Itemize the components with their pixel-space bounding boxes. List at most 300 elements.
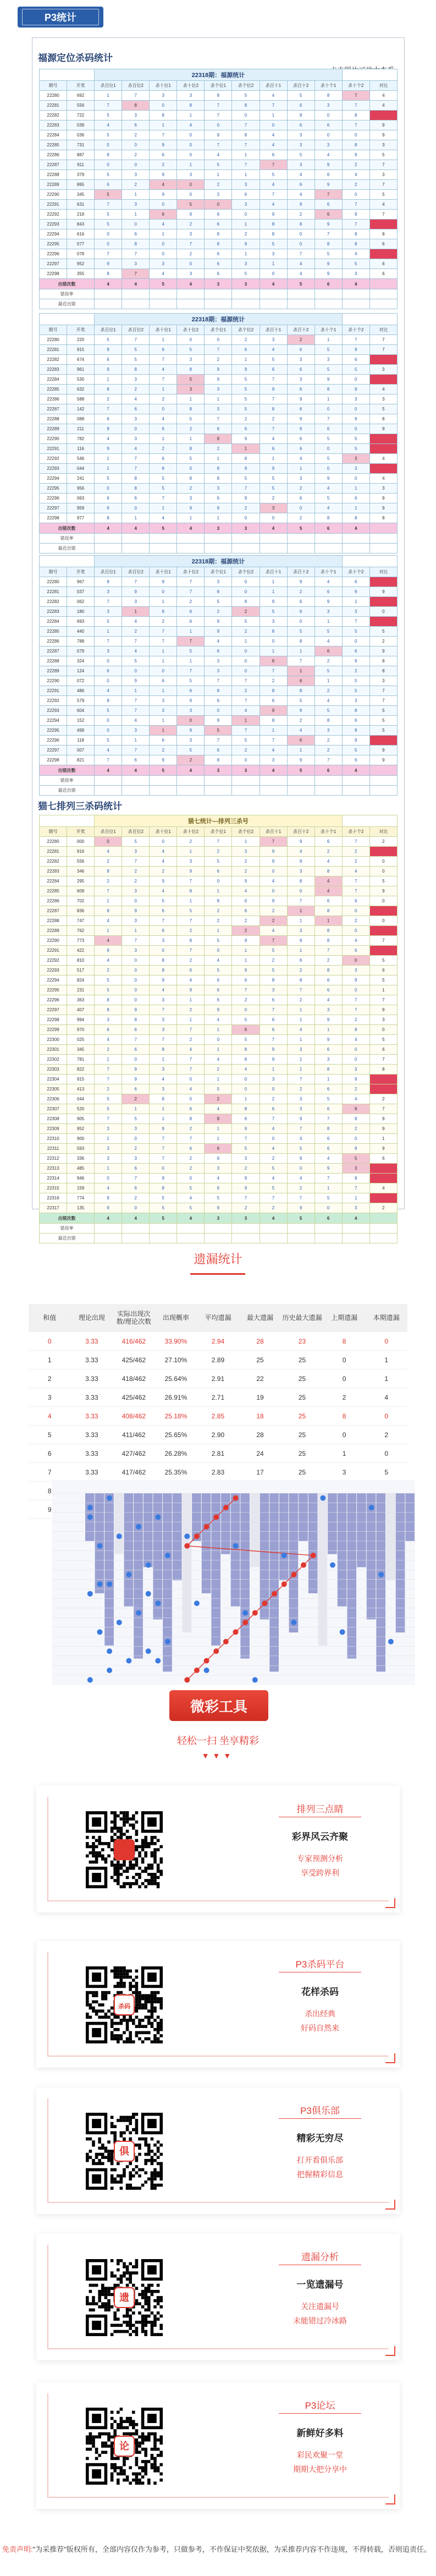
missing-cell: 17 — [239, 1463, 282, 1482]
qr-logo-label: 俱 — [119, 2146, 129, 2157]
trend-point — [184, 1677, 190, 1682]
column-header: 杀百十2 — [287, 567, 314, 577]
trend-point — [291, 1572, 296, 1577]
missing-cell: 8 — [323, 1407, 366, 1426]
trend-point — [194, 1533, 200, 1539]
missing-cell: 23 — [281, 1332, 323, 1351]
table-row: 22280 000 0 5 0 2 7 1 7 9 6 7 2 — [40, 837, 398, 847]
column-header: 杀百位1 — [95, 567, 122, 577]
table-row: 22288 088 6 3 4 5 7 2 2 9 7 9 8 — [40, 414, 398, 424]
missing-cell: 2.89 — [197, 1351, 239, 1369]
missing-cell: 7 — [29, 1463, 71, 1482]
column-header: 杀十位2 — [177, 827, 205, 837]
missing-cell: 3.33 — [71, 1369, 113, 1388]
table-caption: 22318期：福源统计 — [95, 314, 343, 325]
table-row: 22280 967 9 7 9 7 3 0 1 9 4 6 — [40, 577, 398, 587]
table-row: 22282 722 5 3 8 1 7 0 1 8 0 8 — [40, 111, 398, 120]
chart-column — [250, 1493, 260, 1567]
table-row: 22295 499 0 3 1 9 5 7 1 4 3 9 5 — [40, 726, 398, 736]
column-header: 杀十个1 — [314, 81, 342, 91]
chart-column — [279, 1493, 289, 1580]
stat-title-maoqi: 猫七排列三杀码统计 — [38, 801, 122, 812]
card-title: P3论坛 — [305, 2400, 335, 2411]
table-row: 22298 355 8 7 4 3 6 5 0 4 9 3 6 — [40, 269, 398, 279]
missing-cell: 28 — [239, 1426, 282, 1444]
card-desc: 打开看俱乐部 — [297, 2156, 343, 2164]
missing-cell: 5 — [29, 1426, 71, 1444]
chart-column — [240, 1493, 250, 1659]
missing-row — [29, 1407, 407, 1426]
blue-point — [165, 1553, 170, 1558]
table-row: 22297 007 4 7 2 5 6 2 4 1 2 5 9 — [40, 746, 398, 755]
blue-point — [126, 1572, 131, 1577]
card-corner — [385, 1898, 395, 1908]
chart-column — [144, 1493, 153, 1567]
table-row: 22296 118 5 1 6 3 7 5 7 6 2 9 — [40, 736, 398, 746]
missing-cell: 25.64% — [155, 1369, 197, 1388]
trend-point — [204, 1524, 209, 1530]
table-fuyuan-a: 22318期：福源统计 期号 开奖 杀百位1 杀百位2 杀十位1 杀十位2 杀个位1 杀个位2 杀百十1 杀百十2 杀十个1 杀十个2 对比 22280 692 1 7 3 3 8 5 4 5 8 7 4 22281 556 7 8 0 8 7 8 7 6 3 7 4 22282 722 5 3 8 1 7 0 1 8 0 8 22283 039 4 6 1 4 0 7 0 6 6 7 9 22284 036 5 2 7 0 9 8 4 3 0 0 9 22285 731 5 0 9 0 7 7 4 3 3 8 3 22286 887 8 2 6 0 4 1 6 5 4 9 5 22287 911 0 0 2 1 5 7 7 3 9 2 7 22288 379 5 3 9 3 1 1 5 4 6 4 3 22289 865 6 2 4 0 2 3 4 6 9 2 7 22290 345 5 1 9 0 3 6 7 4 7 0 5 22291 631 7 3 0 5 0 3 4 9 6 7 4 22292 218 5 1 6 9 6 0 9 2 6 9 7 22293 843 5 0 4 2 6 1 8 8 9 7 22294 616 0 6 1 3 8 2 8 0 7 8 8 22295 077 0 8 0 7 8 9 5 0 8 8 6 22296 078 7 7 0 2 6 1 3 7 5 4 22297 952 9 3 3 0 6 3 1 4 9 5 6 22298 355 8 7 4 3 6 5 0 4 9 3 6 出错次数 4 4 5 4 3 3 4 5 6 4 错误率 最近出错 — [39, 69, 398, 309]
column-header: 杀个位2 — [232, 81, 260, 91]
chart-column — [173, 1493, 182, 1580]
table-row: 22304 915 7 9 4 0 1 0 3 7 1 9 — [40, 1075, 398, 1084]
card-divider — [279, 2413, 361, 2414]
missing-cell: 9 — [29, 1500, 71, 1519]
blue-point — [291, 1620, 296, 1625]
missing-cell: 0 — [365, 1332, 407, 1351]
card-head: 花样杀码 — [301, 1987, 339, 1997]
table-fuyuan-b: 22318期：福源统计 期号 开奖 杀百位1 杀百位2 杀十位1 杀十位2 杀个位1 杀个位2 杀百十1 杀百十2 杀十个1 杀十个2 对比 22280 220 5 7 1 0 0 2 3 2 1 7 7 22281 915 9 5 6 5 7 6 4 6 5 9 7 22282 674 6 5 7 3 2 1 5 3 3 6 22283 961 9 8 4 8 9 9 6 6 5 5 3 22284 530 1 3 7 5 9 5 7 3 9 0 22285 632 8 2 1 3 3 5 9 6 8 9 4 22286 588 2 4 2 1 1 5 7 9 1 3 3 22287 142 7 6 0 8 3 5 8 6 0 0 5 22288 088 6 3 4 5 7 2 2 9 7 9 8 22289 211 9 0 6 2 6 6 7 9 6 0 9 22290 782 4 3 1 1 8 9 4 6 5 5 22291 116 9 4 2 8 2 1 6 6 0 5 22292 546 1 7 6 5 1 8 1 4 5 3 4 22293 044 1 7 8 0 8 9 9 1 0 3 22294 241 5 8 5 8 8 5 5 3 9 0 4 22295 956 0 8 5 2 3 7 5 2 4 1 3 22296 063 6 6 7 3 6 9 2 6 5 6 9 22297 959 6 0 1 9 9 2 3 0 4 1 9 22298 977 8 1 4 1 1 0 0 2 8 8 8 出错次数 4 4 5 4 3 3 4 5 6 4 错误率 最近出错 — [39, 313, 398, 553]
table-row: 22288 324 0 5 1 1 3 0 6 7 2 9 8 — [40, 656, 398, 666]
missing-cell: 2.71 — [197, 1388, 239, 1407]
missing-cell: 416/462 — [113, 1332, 155, 1351]
missing-row — [29, 1463, 407, 1482]
column-header: 杀百位2 — [122, 325, 150, 335]
column-header: 杀个位1 — [205, 325, 232, 335]
table-fuyuan-c: 22318期：福源统计 期号 开奖 杀百位1 杀百位2 杀十位1 杀十位2 杀个位1 杀个位2 杀百十1 杀百十2 杀十个1 杀十个2 对比 22280 967 9 7 9 7 3 0 1 9 4 6 22281 037 3 9 0 7 8 0 1 2 6 9 9 22282 062 7 3 1 2 5 8 9 6 9 1 22283 180 3 1 8 6 2 2 5 6 3 3 0 22284 693 5 4 2 6 9 5 3 0 1 7 22285 440 1 2 7 1 9 2 8 5 5 5 5 22286 788 7 7 7 7 4 1 0 8 4 0 2 22287 079 3 4 1 5 6 0 1 1 6 6 9 22288 324 0 5 1 1 3 0 6 7 2 9 8 22289 124 6 0 0 7 3 0 7 1 5 2 8 22290 072 0 9 6 5 7 7 2 6 1 5 3 22291 486 4 1 1 6 8 2 8 8 2 5 7 22292 579 8 7 3 9 6 7 6 5 4 3 7 22293 604 5 7 3 3 0 4 9 9 5 8 5 22294 152 0 4 1 0 9 1 8 2 8 6 5 22295 499 0 3 1 9 5 7 1 4 3 9 5 22296 118 5 1 6 3 7 5 7 6 2 9 22297 007 4 7 2 5 6 2 4 1 2 5 9 22298 821 7 6 9 2 8 0 3 9 7 6 9 出错次数 4 4 5 4 3 3 4 5 6 4 错误率 最近出错 — [39, 555, 398, 796]
table-row: 22313 485 1 6 0 2 3 2 5 0 9 3 — [40, 1164, 398, 1174]
missing-title: 遗漏统计 — [194, 1252, 242, 1266]
column-header: 杀个位2 — [232, 325, 260, 335]
card-title: 遗漏分析 — [301, 2252, 339, 2262]
qr-code-icon[interactable] — [86, 1811, 163, 1888]
table-row: 22298 994 3 8 3 1 4 5 6 1 9 2 3 — [40, 1015, 398, 1025]
trend-point — [272, 1591, 277, 1597]
chart-column — [182, 1493, 191, 1632]
table-row: 22311 593 3 2 7 6 6 5 4 5 6 9 9 — [40, 1144, 398, 1154]
table-row: 22292 579 8 7 3 9 6 7 6 5 4 3 7 — [40, 696, 398, 706]
chart-column — [386, 1493, 395, 1580]
missing-cell: 25 — [239, 1351, 282, 1369]
column-header: 杀百十1 — [260, 325, 287, 335]
table-caption: 22318期：福源统计 — [95, 556, 343, 567]
missing-cell: 2 — [29, 1369, 71, 1388]
table-row: 22306 044 5 2 8 0 2 1 2 3 5 4 2 — [40, 1094, 398, 1104]
column-header: 开奖 — [67, 567, 95, 577]
missing-cell: 3 — [323, 1463, 366, 1482]
table-row: 22293 843 5 0 4 2 6 1 8 8 9 7 — [40, 220, 398, 229]
missing-cell: 0 — [365, 1407, 407, 1426]
column-header: 杀十个1 — [314, 827, 342, 837]
missing-cell: 19 — [239, 1388, 282, 1407]
missing-cell: 1 — [365, 1351, 407, 1369]
chart-column — [124, 1493, 134, 1607]
table-row: 22287 836 8 9 6 5 2 6 2 1 8 0 — [40, 906, 398, 916]
trend-point — [223, 1639, 229, 1645]
table-maoqi: 猫七统计—排列三杀号 期号 开奖 杀百位1 杀百位2 杀十位1 杀十位2 杀个位1 杀个位2 杀百十1 杀百十2 杀十个1 杀十个2 对比 22280 000 0 5 0 2 7 1 7 9 6 7 2 22281 916 4 3 4 1 2 3 9 4 2 2 22282 556 2 7 4 3 5 2 9 9 4 2 0 22283 346 8 2 2 9 6 2 0 3 8 4 0 22284 295 2 2 9 7 0 9 4 8 4 7 5 22285 609 7 3 4 8 1 4 0 0 4 7 9 22286 702 1 0 5 1 8 0 9 7 6 6 0 22287 836 8 9 6 5 2 6 2 1 8 0 22288 747 4 3 7 7 2 2 2 1 1 2 0 22289 762 1 1 6 2 1 2 4 3 8 0 22290 773 4 7 3 8 5 9 7 9 8 4 7 22291 422 9 3 0 7 0 1 5 1 7 6 22292 810 4 0 8 2 4 1 2 6 2 0 5 22293 517 2 0 8 6 5 9 5 2 8 3 6 22294 824 5 0 9 4 6 6 8 8 6 9 5 22295 231 5 0 4 9 6 7 3 7 6 0 1 22296 363 8 0 3 1 6 2 6 2 4 7 7 22297 407 8 9 7 2 9 0 7 1 3 7 9 22298 994 3 8 3 1 4 5 6 1 9 2 3 22299 970 6 6 3 7 1 6 6 4 1 8 0 22300 025 4 7 7 2 0 5 7 1 9 4 5 22301 345 2 6 8 4 1 8 9 3 6 0 6 22302 781 1 0 1 7 4 8 9 1 3 0 7 22303 822 7 9 3 7 2 4 1 1 8 3 8 22304 915 7 9 4 0 1 0 3 7 1 9 22305 413 2 6 3 4 5 0 0 2 6 2 22306 044 5 2 8 0 2 1 2 3 5 4 2 22307 520 5 1 1 6 4 8 6 3 6 8 7 22308 905 7 5 1 8 8 6 7 9 7 8 9 22309 952 3 3 9 2 1 9 4 7 8 2 9 22310 900 1 0 7 7 1 7 0 4 6 0 1 22311 593 3 2 7 6 6 5 4 5 6 9 9 22312 336 3 3 7 2 9 3 2 9 4 5 6 22313 485 1 6 0 2 3 2 5 0 9 3 22314 946 0 7 9 0 4 9 4 4 7 8 22315 159 4 6 8 5 6 9 5 2 1 7 4 22316 774 9 2 5 4 5 7 7 7 5 1 22317 135 9 0 5 5 9 2 2 9 0 3 2 出错次数 4 4 5 4 3 3 4 5 6 4 错误率 最近出错 — [39, 815, 398, 1243]
table-row: 22291 422 9 3 0 7 0 1 5 1 7 6 — [40, 946, 398, 956]
blue-point — [136, 1524, 141, 1530]
table-row: 22284 036 5 2 7 0 9 8 4 3 0 0 9 — [40, 130, 398, 140]
missing-row — [29, 1444, 407, 1463]
tools-arrows: ▼▼▼ — [201, 1751, 235, 1760]
trend-point — [301, 1563, 306, 1568]
table-row: 22291 486 4 1 1 6 8 2 8 8 2 5 7 — [40, 686, 398, 696]
table-row: 22314 946 0 7 9 0 4 9 4 4 7 8 — [40, 1174, 398, 1183]
chart-column — [221, 1493, 230, 1554]
missing-cell: 3.33 — [71, 1407, 113, 1426]
missing-cell: 1 — [29, 1351, 71, 1369]
table-row: 22301 345 2 6 8 4 1 8 9 3 6 0 6 — [40, 1045, 398, 1055]
blue-point — [107, 1495, 112, 1501]
missing-cell: 2 — [365, 1426, 407, 1444]
table-caption: 猫七统计—排列三杀号 — [95, 815, 343, 827]
table-row: 22292 810 4 0 8 2 4 1 2 6 2 0 5 — [40, 956, 398, 966]
missing-cell: 411/462 — [113, 1426, 155, 1444]
missing-row — [29, 1351, 407, 1369]
missing-cell: 4 — [365, 1388, 407, 1407]
qr-code-icon[interactable] — [86, 1966, 163, 2043]
table-row: 22299 970 6 6 3 7 1 6 6 4 1 8 0 — [40, 1025, 398, 1035]
table-row: 22315 159 4 6 8 5 6 9 5 2 1 7 4 — [40, 1183, 398, 1193]
table-row: 22284 295 2 2 9 7 0 9 4 8 4 7 5 — [40, 876, 398, 886]
column-header: 杀百十1 — [260, 827, 287, 837]
blue-point — [146, 1563, 151, 1568]
table-row: 22287 079 3 4 1 5 6 0 1 1 6 6 9 — [40, 646, 398, 656]
table-row: 22289 762 1 1 6 2 1 2 4 3 8 0 — [40, 926, 398, 936]
missing-cell: 25 — [281, 1463, 323, 1482]
column-header: 杀百十1 — [260, 81, 287, 91]
chart-column — [114, 1493, 124, 1554]
missing-cell: 25 — [281, 1369, 323, 1388]
column-header: 杀百位2 — [122, 567, 150, 577]
table-row: 22291 631 7 3 0 5 0 3 4 9 6 7 4 — [40, 200, 398, 210]
trend-point — [194, 1668, 200, 1673]
qr-code-icon[interactable] — [86, 2113, 163, 2190]
blue-point — [388, 1639, 394, 1645]
missing-cell: 2.81 — [197, 1444, 239, 1463]
table-row: 22298 821 7 6 9 2 8 0 3 9 7 6 9 — [40, 755, 398, 765]
section-badge: P3统计 — [18, 7, 103, 28]
trend-point — [282, 1581, 287, 1587]
missing-cell: 25 — [281, 1388, 323, 1407]
trend-point — [233, 1629, 239, 1635]
missing-cell: 1 — [365, 1369, 407, 1388]
column-header: 杀十个2 — [342, 567, 369, 577]
blue-point — [369, 1505, 374, 1510]
missing-cell: 22 — [239, 1369, 282, 1388]
missing-cell: 418/462 — [113, 1369, 155, 1388]
missing-cell: 0 — [323, 1426, 366, 1444]
chart-column — [134, 1493, 143, 1659]
card-head: 一览遗漏号 — [296, 2279, 344, 2290]
missing-cell: 0 — [323, 1369, 366, 1388]
missing-row — [29, 1332, 407, 1351]
blue-point — [320, 1495, 325, 1501]
card-divider — [279, 2118, 361, 2119]
chart-column — [163, 1493, 172, 1671]
missing-cell: 0 — [29, 1332, 71, 1351]
missing-cell: 4 — [29, 1407, 71, 1426]
missing-cell: 8 — [29, 1482, 71, 1500]
missing-cell: 6 — [29, 1444, 71, 1463]
table-row: 22284 693 5 4 2 6 9 5 3 0 1 7 — [40, 617, 398, 627]
missing-cell: 25 — [281, 1426, 323, 1444]
blue-point — [107, 1668, 112, 1673]
missing-row — [29, 1388, 407, 1407]
table-row: 22286 788 7 7 7 7 4 1 0 8 4 0 2 — [40, 637, 398, 646]
table-row: 22296 363 8 0 3 1 6 2 6 2 4 7 7 — [40, 995, 398, 1005]
missing-cell: 417/462 — [113, 1463, 155, 1482]
column-header: 杀个位2 — [232, 827, 260, 837]
table-row: 22294 241 5 8 5 8 8 5 5 3 9 0 4 — [40, 474, 398, 484]
missing-cell: 25.18% — [155, 1407, 197, 1426]
table-row: 22302 781 1 0 1 7 4 8 9 1 3 0 7 — [40, 1055, 398, 1065]
chart-column — [357, 1493, 366, 1567]
blue-point — [184, 1533, 190, 1539]
missing-cell: 25.65% — [155, 1426, 197, 1444]
table-row: 22287 911 0 0 2 1 5 7 7 3 9 2 7 — [40, 160, 398, 170]
blue-point — [117, 1533, 122, 1539]
promo-card[interactable] — [36, 2087, 400, 2214]
table-row: 22282 556 2 7 4 3 5 2 9 9 4 2 0 — [40, 857, 398, 867]
column-header: 杀百十2 — [287, 827, 314, 837]
blue-point — [97, 1543, 102, 1549]
missing-cell: 408/462 — [113, 1407, 155, 1426]
table-row: 22290 782 4 3 1 1 8 9 4 6 5 5 — [40, 434, 398, 444]
missing-cell: 0 — [323, 1351, 366, 1369]
blue-point — [87, 1505, 93, 1510]
header-cell: 本期遗漏 — [365, 1304, 407, 1332]
table-row: 22286 702 1 0 5 1 8 0 9 7 6 6 0 — [40, 896, 398, 906]
missing-cell: 27.10% — [155, 1351, 197, 1369]
table-row: 22294 824 5 0 9 4 6 6 8 8 6 9 5 — [40, 975, 398, 985]
trend-point — [213, 1515, 219, 1520]
chart-column — [376, 1493, 385, 1671]
column-header: 开奖 — [67, 325, 95, 335]
qr-logo-label: 杀码 — [118, 2003, 130, 2010]
missing-cell: 425/462 — [113, 1351, 155, 1369]
missing-cell: 28 — [239, 1332, 282, 1351]
missing-cell: 2.85 — [197, 1407, 239, 1426]
card-corner — [385, 2053, 395, 2063]
table-row: 22281 037 3 9 0 7 8 0 1 2 6 9 9 — [40, 587, 398, 597]
column-header: 杀十个2 — [342, 81, 369, 91]
missing-cell: 427/462 — [113, 1444, 155, 1463]
table-row: 22295 956 0 8 5 2 3 7 5 2 4 1 3 — [40, 484, 398, 494]
table-row: 22281 916 4 3 4 1 2 3 9 4 2 2 — [40, 847, 398, 857]
column-header: 杀十位1 — [150, 827, 177, 837]
blue-point — [146, 1648, 151, 1654]
chart-column — [202, 1493, 211, 1593]
chart-column — [299, 1493, 308, 1541]
promo-card[interactable] — [36, 1786, 400, 1912]
table-row: 22305 413 2 6 3 4 5 0 0 2 6 2 — [40, 1084, 398, 1094]
promo-card[interactable] — [36, 1941, 400, 2068]
table-row: 22293 044 1 7 8 0 8 9 9 1 0 3 — [40, 464, 398, 474]
table-row: 22289 865 6 2 4 0 2 3 4 6 9 2 7 — [40, 180, 398, 190]
column-header: 杀十个2 — [342, 325, 369, 335]
blue-point — [97, 1581, 102, 1587]
table-row: 22285 609 7 3 4 8 1 4 0 0 4 7 9 — [40, 886, 398, 896]
table-caption: 22318期：福源统计 — [95, 69, 343, 81]
missing-cell: 1 — [323, 1444, 366, 1463]
card-corner — [385, 2495, 395, 2504]
missing-table-header — [29, 1304, 407, 1332]
card-head: 精彩无穷尽 — [296, 2133, 344, 2144]
table-row: 22285 731 5 0 9 0 7 7 4 3 3 8 3 — [40, 140, 398, 150]
table-row: 22307 520 5 1 1 6 4 8 6 3 6 8 7 — [40, 1104, 398, 1114]
trend-point — [233, 1495, 239, 1501]
table-row: 22303 822 7 9 3 7 2 4 1 1 8 3 8 — [40, 1065, 398, 1075]
chart-column — [328, 1493, 337, 1554]
chart-column — [104, 1493, 114, 1646]
table-row: 22281 556 7 8 0 8 7 8 7 6 3 7 4 — [40, 101, 398, 111]
table-row: 22309 952 3 3 9 2 1 9 4 7 8 2 9 — [40, 1124, 398, 1134]
table-row: 22294 616 0 6 1 3 8 2 8 0 7 8 8 — [40, 229, 398, 239]
missing-cell: 25 — [281, 1407, 323, 1426]
card-head: 彩界风云齐聚 — [292, 1832, 348, 1842]
trend-point — [213, 1648, 219, 1654]
blue-point — [117, 1620, 122, 1625]
missing-cell: 3.33 — [71, 1426, 113, 1444]
chart-column — [338, 1493, 347, 1607]
missing-cell: 3.33 — [71, 1463, 113, 1482]
trend-point — [223, 1505, 229, 1510]
column-header: 杀十个1 — [314, 567, 342, 577]
missing-cell: 3.33 — [71, 1332, 113, 1351]
blue-point — [155, 1601, 161, 1606]
table-row: 22294 152 0 4 1 0 9 1 8 2 8 6 5 — [40, 716, 398, 726]
chart-column — [289, 1493, 299, 1632]
qr-code-icon[interactable] — [86, 2259, 163, 2336]
blue-point — [330, 1563, 335, 1568]
missing-cell: 26.91% — [155, 1388, 197, 1407]
missing-cell: 25 — [281, 1444, 323, 1463]
blue-point — [146, 1591, 151, 1597]
chart-column — [347, 1493, 356, 1659]
column-header: 期号 — [40, 325, 67, 335]
column-header: 杀十位2 — [177, 81, 205, 91]
tools-banner: 微彩工具 — [169, 1690, 268, 1721]
column-header: 期号 — [40, 827, 67, 837]
blue-point — [155, 1658, 161, 1664]
column-header: 杀十位2 — [177, 567, 205, 577]
header-cell: 上期遗漏 — [323, 1304, 366, 1332]
table-row: 22283 180 3 1 8 6 2 2 5 6 3 3 0 — [40, 607, 398, 617]
missing-cell: 24 — [239, 1444, 282, 1463]
header-cell: 实际出现次数/理论次数 — [113, 1304, 155, 1332]
blue-point — [242, 1610, 248, 1616]
card-head: 新鲜好多料 — [296, 2428, 344, 2438]
blue-point — [378, 1572, 384, 1577]
missing-cell: 25.35% — [155, 1463, 197, 1482]
blue-point — [204, 1668, 209, 1673]
qr-code-icon[interactable] — [86, 2408, 163, 2485]
blue-point — [107, 1581, 112, 1587]
table-row: 22290 345 5 1 9 0 3 6 7 4 7 0 5 — [40, 190, 398, 200]
missing-title-underline — [190, 1273, 245, 1275]
column-header: 杀百位1 — [95, 827, 122, 837]
missing-cell: 25 — [281, 1351, 323, 1369]
missing-cell: 3.33 — [71, 1351, 113, 1369]
chart-column — [308, 1493, 318, 1593]
blue-point — [87, 1591, 93, 1597]
missing-cell: 33.90% — [155, 1332, 197, 1351]
trend-chart — [52, 1480, 415, 1685]
card-desc: 好码自然来 — [301, 2024, 339, 2032]
trend-point — [204, 1658, 209, 1664]
trend-point — [242, 1620, 248, 1625]
header-cell: 出现概率 — [155, 1304, 197, 1332]
stat-sheet[interactable] — [32, 37, 405, 1241]
table-row: 22290 773 4 7 3 8 5 9 7 9 8 4 7 — [40, 936, 398, 946]
card-corner — [385, 2346, 395, 2356]
table-row: 22292 218 5 1 6 9 6 0 9 2 6 9 7 — [40, 210, 398, 220]
table-row: 22284 530 1 3 7 5 9 5 7 3 9 0 — [40, 375, 398, 385]
chart-column — [405, 1493, 415, 1541]
column-header: 对比 — [369, 81, 397, 91]
blue-point — [136, 1610, 141, 1616]
table-row: 22297 952 9 3 3 0 6 3 1 4 9 5 6 — [40, 259, 398, 269]
column-header: 期号 — [40, 81, 67, 91]
column-header: 杀十位1 — [150, 325, 177, 335]
missing-row — [29, 1369, 407, 1388]
table-row: 22317 135 9 0 5 5 9 2 2 9 0 3 2 — [40, 1203, 398, 1213]
table-row: 22312 336 3 3 7 2 9 3 2 9 4 5 6 — [40, 1154, 398, 1164]
disclaimer — [2, 2544, 434, 2555]
table-row: 22289 211 9 0 6 2 6 6 7 9 6 0 9 — [40, 424, 398, 434]
blue-point — [155, 1515, 161, 1520]
table-row: 22282 062 7 3 1 2 5 8 9 6 9 1 — [40, 597, 398, 607]
column-header: 杀十位2 — [177, 325, 205, 335]
table-row: 22283 346 8 2 2 9 6 2 0 3 8 4 0 — [40, 867, 398, 876]
column-header: 杀个位1 — [205, 827, 232, 837]
chart-column — [153, 1493, 163, 1619]
column-header: 杀百位1 — [95, 81, 122, 91]
promo-card[interactable] — [36, 2234, 400, 2360]
blue-point — [165, 1639, 170, 1645]
table-row: 22288 747 4 3 7 7 2 2 2 1 1 2 0 — [40, 916, 398, 926]
table-row: 22316 774 9 2 5 4 5 7 7 7 5 1 — [40, 1193, 398, 1203]
column-header: 杀百十2 — [287, 81, 314, 91]
missing-cell: 3.33 — [71, 1444, 113, 1463]
card-desc: 彩民欢聚一堂 — [297, 2451, 343, 2459]
table-row: 22283 961 9 8 4 8 9 9 6 6 5 5 3 — [40, 365, 398, 375]
blue-point — [194, 1601, 200, 1606]
card-title: P3俱乐部 — [300, 2106, 340, 2116]
missing-cell: 2.91 — [197, 1369, 239, 1388]
qr-logo-label: 论 — [119, 2441, 129, 2452]
table-row: 22295 231 5 0 4 9 6 7 3 7 6 0 1 — [40, 985, 398, 995]
promo-card[interactable] — [36, 2382, 400, 2509]
table-row: 22282 674 6 5 7 3 2 1 5 3 3 6 — [40, 355, 398, 365]
card-desc: 杀出经典 — [305, 2009, 335, 2018]
table-row: 22298 977 8 1 4 1 1 0 0 2 8 8 8 — [40, 513, 398, 523]
trend-point — [262, 1601, 267, 1606]
table-row: 22293 604 5 7 3 3 0 4 9 9 5 8 5 — [40, 706, 398, 716]
column-header: 杀百十2 — [287, 325, 314, 335]
